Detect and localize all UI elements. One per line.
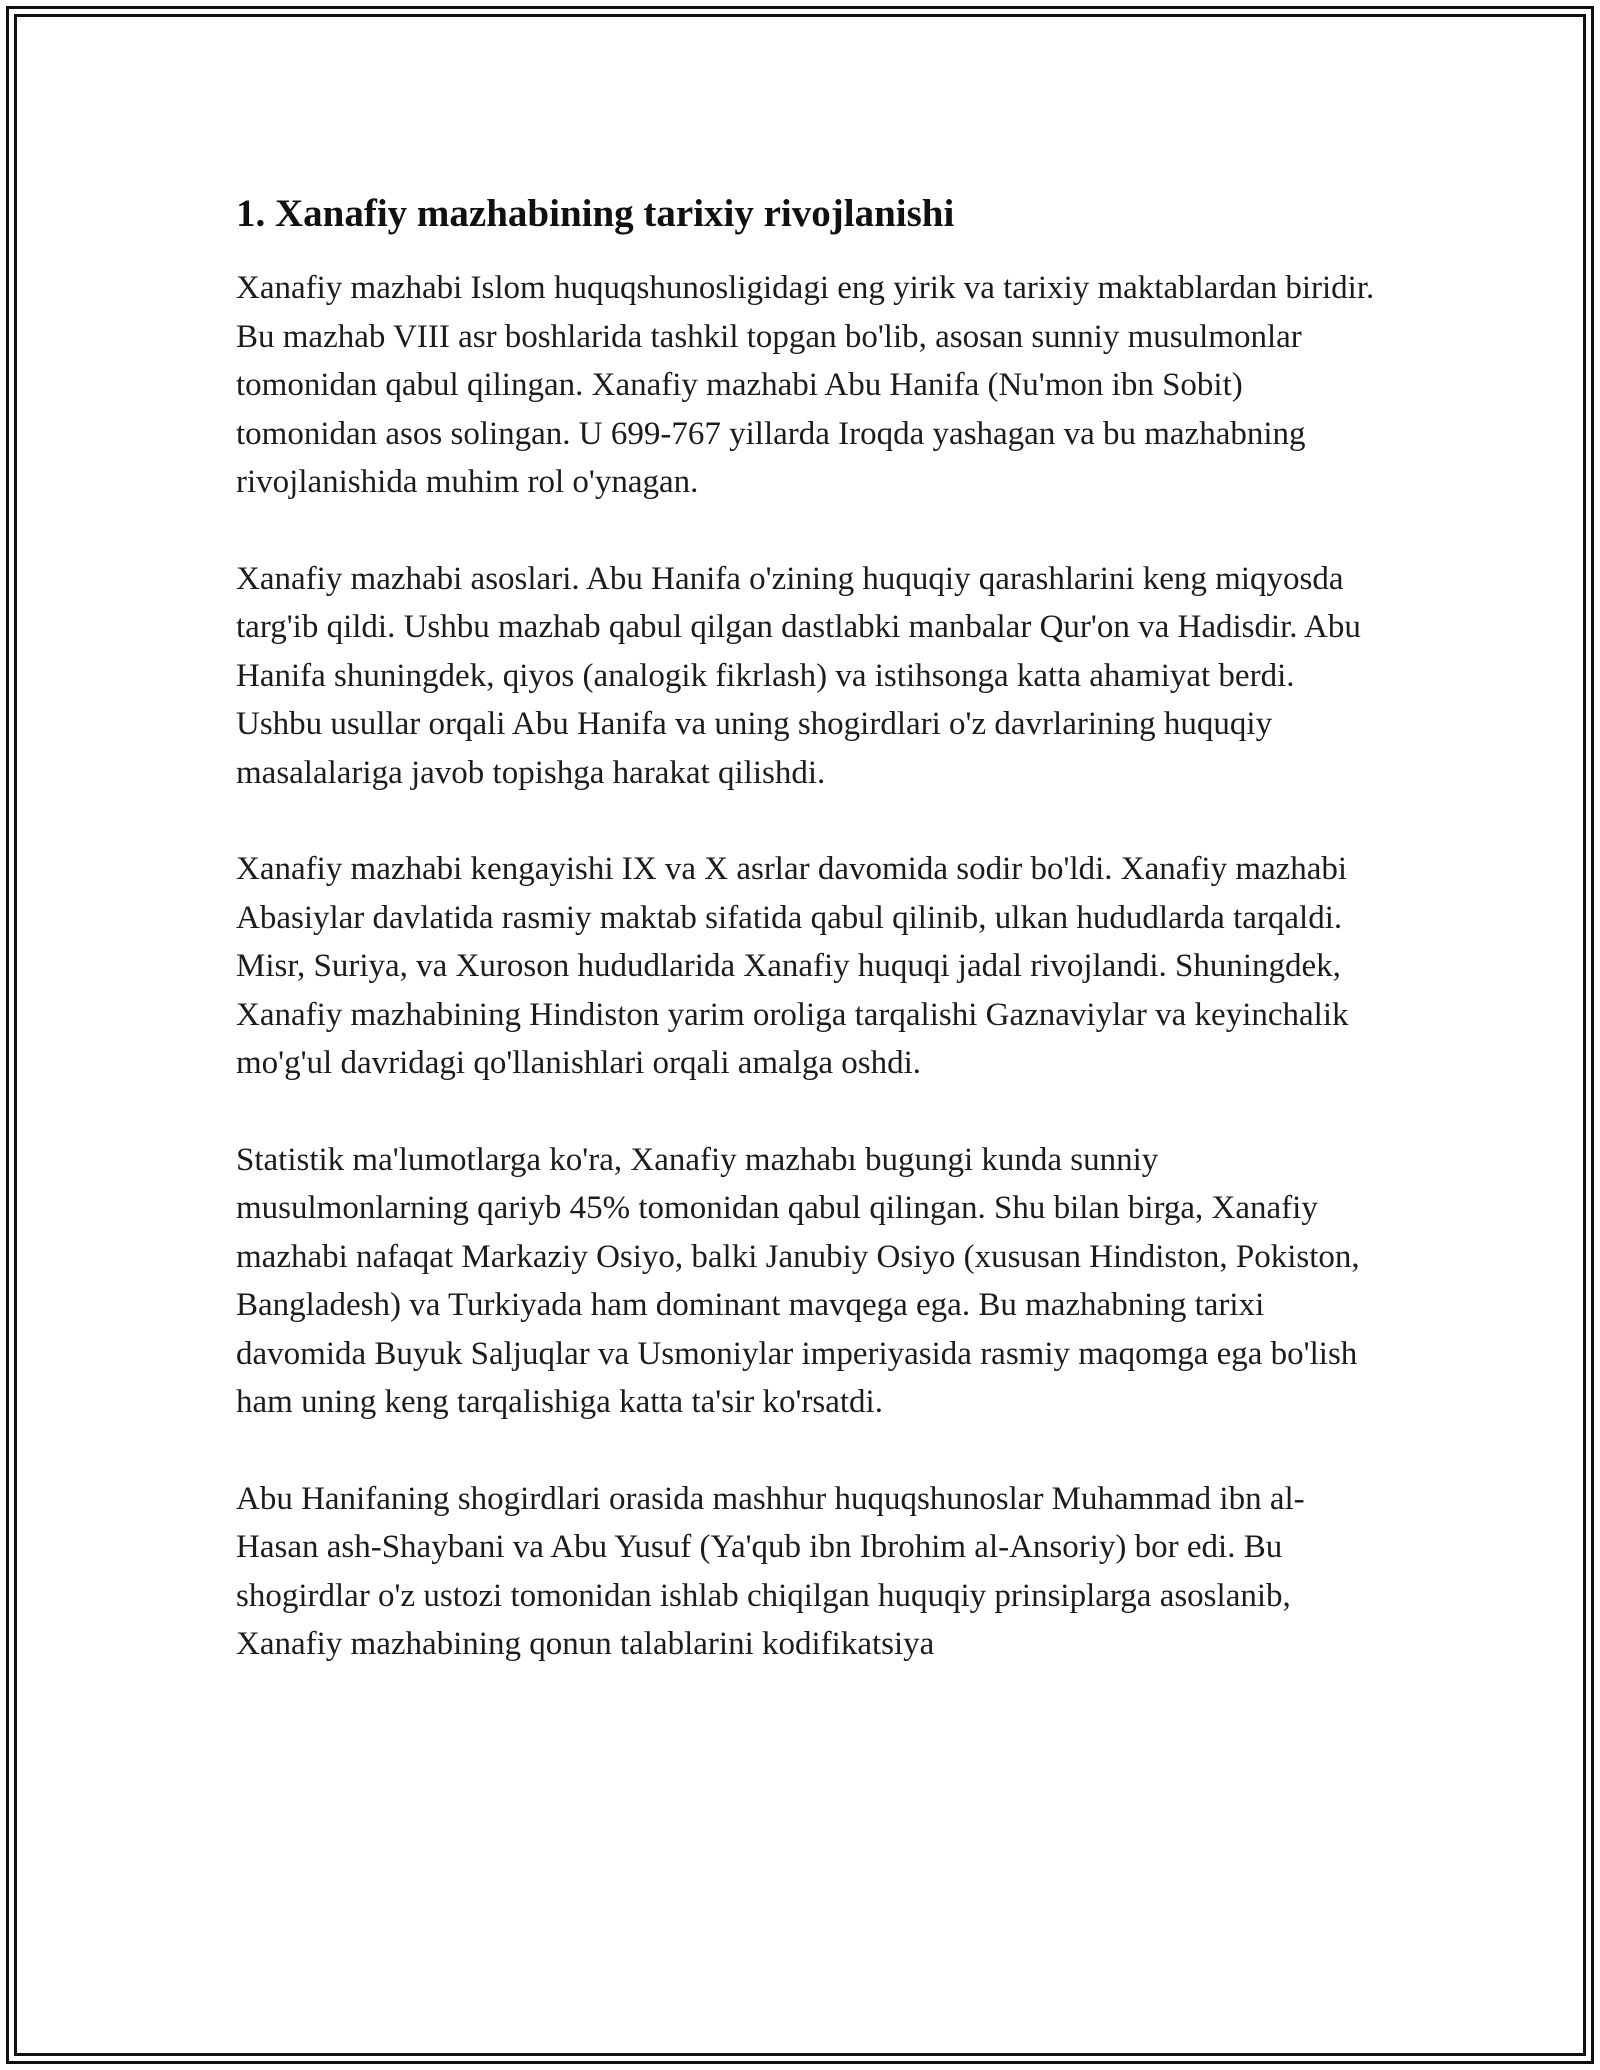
paragraph-5: Abu Hanifaning shogirdlari orasida mashhur huquqshunoslar Muhammad ibn al-Hasan ash-Shaybani va Abu Yusuf (Ya'qub ibn Ibrohim al-Ansoriy) bor edi. Bu shogirdlar o'z ustozi tomonidan ishlab chiqilgan huquqiy prinsiplarga asoslanib, Xanafiy mazhabining qonun talablarini kodifikatsiya (236, 1480, 1305, 1662)
document-body (236, 186, 1376, 1717)
paragraph-1: Xanafiy mazhabi Islom huquqshunosligidagi eng yirik va tarixiy maktablardan biridir. Bu mazhab VIII asr boshlarida tashkil topgan bo'lib, asosan sunniy musulmonlar tomonidan qabul qilingan. Xanafiy mazhabi Abu Hanifa (Nu'mon ibn Sobit) tomonidan asos solingan. U 699-767 yillarda Iroqda yashagan va bu mazhabning rivojlanishida muhim rol o'ynagan. (236, 270, 1375, 500)
section-heading: 1. Xanafiy mazhabining tarixiy rivojlanishi (236, 192, 955, 235)
paragraph-2: Xanafiy mazhabi asoslari. Abu Hanifa o'zining huquqiy qarashlarini keng miqyosda targ'ib qildi. Ushbu mazhab qabul qilgan dastlabki manbalar Qur'on va Hadisdir. Abu Hanifa shuningdek, qiyos (analogik fikrlash) va istihsonga katta ahamiyat berdi. Ushbu usullar orqali Abu Hanifa va uning shogirdlari o'z davrlarining huquqiy masalalariga javob topishga harakat qilishdi. (236, 560, 1361, 791)
paragraph-4: Statistik ma'lumotlarga ko'ra, Xanafiy mazhabı bugungi kunda sunniy musulmonlarning qariyb 45% tomonidan qabul qilingan. Shu bilan birga, Xanafiy mazhabi nafaqat Markaziy Osiyo, balki Janubiy Osiyo (xususan Hindiston, Pokiston, Bangladesh) va Turkiyada ham dominant mavqega ega. Bu mazhabning tarixi davomida Buyuk Saljuqlar va Usmoniylar imperiyasida rasmiy maqomga ega bo'lish ham uning keng tarqalishiga katta ta'sir ko'rsatdi. (236, 1141, 1360, 1420)
paragraph-3: Xanafiy mazhabi kengayishi IX va X asrlar davomida sodir bo'ldi. Xanafiy mazhabi Abasiylar davlatida rasmiy maktab sifatida qabul qilinib, ulkan hududlarda tarqaldi. Misr, Suriya, va Xuroson hududlarida Xanafiy huquqi jadal rivojlandi. Shuningdek, Xanafiy mazhabining Hindiston yarim oroliga tarqalishi Gaznaviylar va keyinchalik mo'g'ul davridagi qo'llanishlari orqali amalga oshdi. (236, 851, 1349, 1081)
